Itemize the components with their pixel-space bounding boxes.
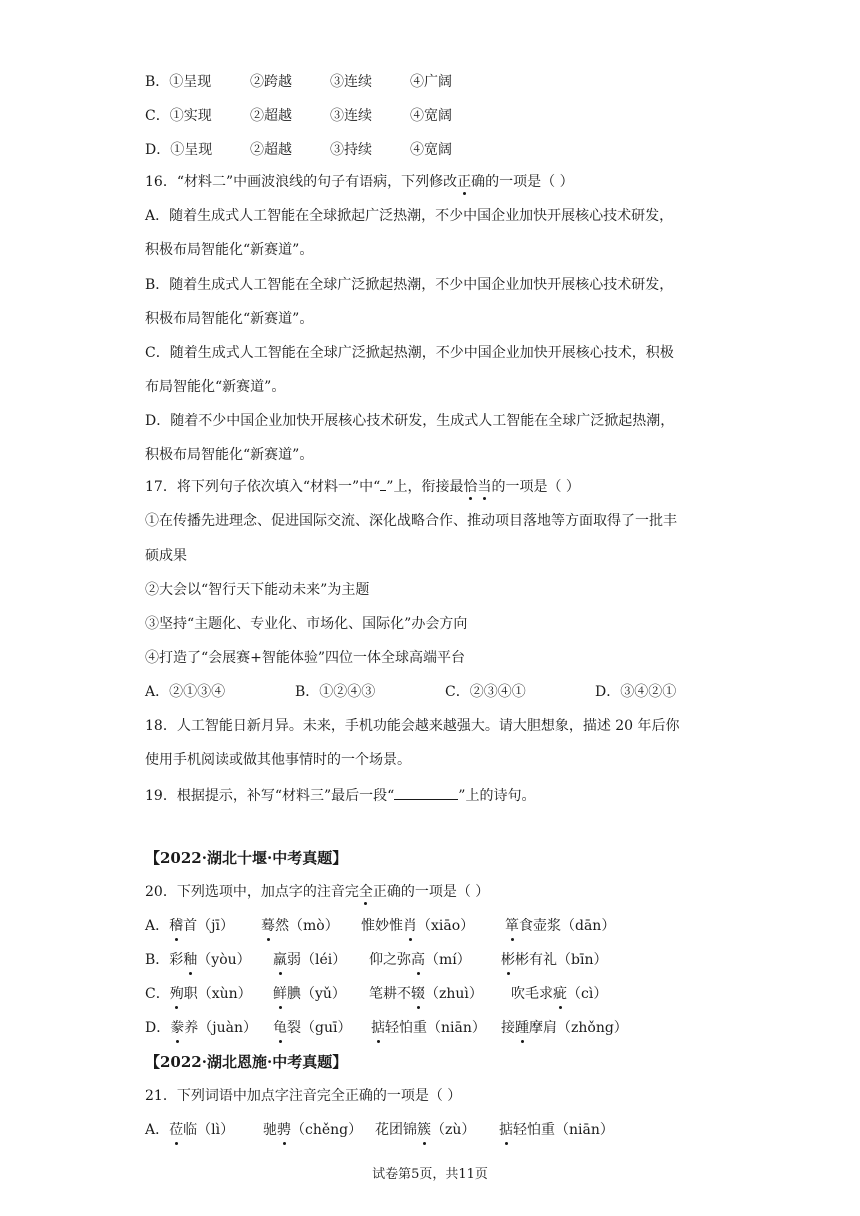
q15-option-c: C．①实现 ②超越 ③连续 ④宽阔 <box>145 108 452 124</box>
q17-sentence-4: ④打造了“会展赛+智能体验”四位一体全球高端平台 <box>145 650 466 666</box>
emphasis-dot-char: 正 <box>457 174 472 190</box>
q16-stem: 16．“材料二”中画波浪线的句子有语病，下列修改正确的一项是（ ） <box>145 174 574 190</box>
q15-option-d: D．①呈现 ②超越 ③持续 ④宽阔 <box>145 142 452 158</box>
emphasis-dot-char: 全 <box>358 884 373 900</box>
emphasis-dot-char: 恰 <box>463 479 478 495</box>
q16-option-b-line2: 积极布局智能化“新赛道”。 <box>145 311 314 327</box>
q17-sentence-3: ③坚持“主题化、专业化、市场化、国际化”办会方向 <box>145 616 468 632</box>
q20-option-c: C．殉职（xùn） 鲜腆（yǔ） 笔耕不辍（zhuì） 吹毛求疵（cì） <box>145 986 608 1002</box>
q18-line2: 使用手机阅读或做其他事情时的一个场景。 <box>145 752 411 768</box>
q17-options <box>145 682 676 702</box>
q17-option-d: D．③④②① <box>595 684 677 700</box>
q17-sentence-2: ②大会以“智行天下能动未来”为主题 <box>145 582 370 598</box>
q16-option-a-line1: A．随着生成式人工智能在全球掀起广泛热潮，不少中国企业加快开展核心技术研发， <box>145 208 674 224</box>
q15-option-b: B．①呈现 ②跨越 ③连续 ④广阔 <box>145 74 452 90</box>
q16-option-a-line2: 积极布局智能化“新赛道”。 <box>145 242 314 258</box>
section-heading-enshi: 【2022·湖北恩施·中考真题】 <box>145 1053 348 1071</box>
q21-stem: 21．下列词语中加点字注音完全正确的一项是（ ） <box>145 1088 462 1104</box>
q16-option-c-line2: 布局智能化“新赛道”。 <box>145 379 286 395</box>
emphasis-dot-char: 当 <box>477 479 492 495</box>
q20-stem: 20．下列选项中，加点字的注音完全正确的一项是（ ） <box>145 884 490 900</box>
q19-stem: 19．根据提示，补写“材料三”最后一段“ ”上的诗句。 <box>145 785 535 806</box>
q16-option-d-line2: 积极布局智能化“新赛道”。 <box>145 447 314 463</box>
q17-option-a: A．②①③④ <box>145 684 226 700</box>
q17-sentence-1-line2: 硕成果 <box>145 548 187 564</box>
q16-option-b-line1: B．随着生成式人工智能在全球广泛掀起热潮，不少中国企业加快开展核心技术研发， <box>145 277 674 293</box>
q16-option-d-line1: D．随着不少中国企业加快开展核心技术研发，生成式人工智能在全球广泛掀起热潮， <box>145 413 675 429</box>
q20-option-a: A．稽首（jī） 蓦然（mò） 惟妙惟肖（xiāo） 箪食壶浆（dān） <box>145 918 616 934</box>
q18-line1: 18．人工智能日新月异。未来，手机功能会越来越强大。请大胆想象，描述 20 年后你 <box>145 718 680 734</box>
q20-option-b: B．彩釉（yòu） 羸弱（léi） 仰之弥高（mí） 彬彬有礼（bīn） <box>145 952 608 968</box>
q17-sentence-1-line1: ①在传播先进理念、促进国际交流、深化战略合作、推动项目落地等方面取得了一批丰 <box>145 513 677 529</box>
q16-option-c-line1: C．随着生成式人工智能在全球广泛掀起热潮，不少中国企业加快开展核心技术，积极 <box>145 345 674 361</box>
q20-option-d: D．豢养（juàn） 龟裂（guī） 掂轻怕重（niān） 接踵摩肩（zhǒng） <box>145 1020 628 1036</box>
q17-option-b: B．①②④③ <box>295 684 376 700</box>
q21-option-a: A．莅临（lì） 驰骋（chěng） 花团锦簇（zù） 掂轻怕重（niān） <box>145 1122 614 1138</box>
answer-blank <box>394 785 458 800</box>
page-footer: 试卷第5页，共11页 <box>372 1167 488 1182</box>
q17-stem: 17．将下列句子依次填入“材料一”中“ ”上，衔接最恰当的一项是（ ） <box>145 479 580 495</box>
q17-option-c: C．②③④① <box>445 684 526 700</box>
section-heading-shiyan: 【2022·湖北十堰·中考真题】 <box>145 849 348 867</box>
